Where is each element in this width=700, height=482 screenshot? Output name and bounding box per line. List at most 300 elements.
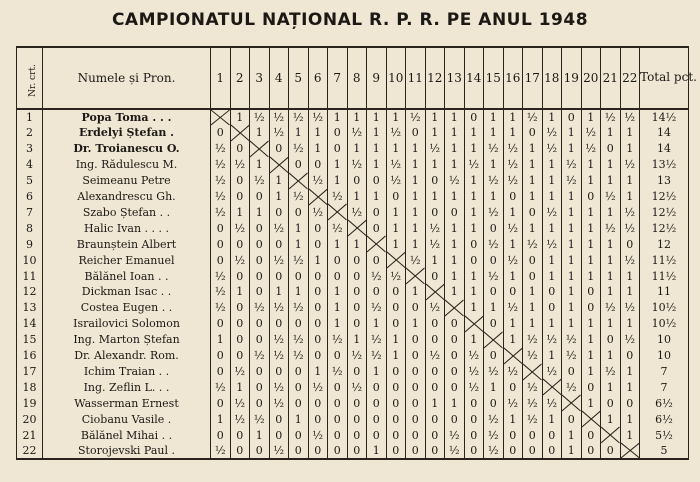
player-row bbox=[17, 316, 689, 332]
player-total: 10 bbox=[640, 348, 689, 364]
result-cell: 0 bbox=[250, 379, 270, 395]
round-header: 21 bbox=[601, 47, 621, 109]
result-cell: ½ bbox=[445, 173, 465, 189]
result-cell: 0 bbox=[406, 348, 426, 364]
result-cell: 0 bbox=[542, 443, 562, 459]
result-cell: 1 bbox=[523, 316, 543, 332]
self-cell bbox=[425, 284, 445, 300]
result-cell: 0 bbox=[406, 427, 426, 443]
result-cell: ½ bbox=[542, 395, 562, 411]
result-cell: 0 bbox=[347, 300, 367, 316]
player-total: 7 bbox=[640, 364, 689, 380]
player-name: Popa Toma . . . bbox=[43, 109, 211, 125]
cross-mark-icon bbox=[621, 443, 640, 458]
result-cell: 0 bbox=[386, 411, 406, 427]
result-cell: 1 bbox=[230, 204, 250, 220]
result-cell: 1 bbox=[581, 173, 601, 189]
result-cell: 0 bbox=[269, 411, 289, 427]
result-cell: 1 bbox=[464, 268, 484, 284]
result-cell: 0 bbox=[464, 109, 484, 125]
result-cell: 1 bbox=[464, 141, 484, 157]
result-cell: 0 bbox=[308, 316, 328, 332]
cross-mark-icon bbox=[484, 332, 503, 348]
result-cell: 0 bbox=[347, 268, 367, 284]
result-cell: 1 bbox=[406, 204, 426, 220]
result-cell: ½ bbox=[503, 252, 523, 268]
result-cell: 1 bbox=[464, 173, 484, 189]
result-cell: 1 bbox=[581, 109, 601, 125]
player-row bbox=[17, 427, 689, 443]
result-cell: ½ bbox=[562, 379, 582, 395]
result-cell: 0 bbox=[425, 332, 445, 348]
result-cell: 1 bbox=[367, 157, 387, 173]
result-cell: ½ bbox=[269, 443, 289, 459]
result-cell: 0 bbox=[406, 364, 426, 380]
result-cell: 0 bbox=[503, 443, 523, 459]
player-name: Ing. Marton Ștefan bbox=[43, 332, 211, 348]
result-cell: 1 bbox=[386, 236, 406, 252]
result-cell: 0 bbox=[542, 427, 562, 443]
player-total: 6½ bbox=[640, 395, 689, 411]
result-cell: 0 bbox=[230, 316, 250, 332]
player-total: 11 bbox=[640, 284, 689, 300]
cross-mark-icon bbox=[601, 427, 620, 443]
result-cell: 0 bbox=[211, 395, 231, 411]
result-cell: ½ bbox=[406, 252, 426, 268]
self-cell bbox=[406, 268, 426, 284]
self-cell bbox=[503, 348, 523, 364]
result-cell: ½ bbox=[211, 268, 231, 284]
player-name: Ing. Rădulescu M. bbox=[43, 157, 211, 173]
result-cell: 1 bbox=[406, 316, 426, 332]
player-total: 11½ bbox=[640, 252, 689, 268]
result-cell: ½ bbox=[250, 411, 270, 427]
result-cell: 1 bbox=[464, 125, 484, 141]
result-cell: ½ bbox=[425, 141, 445, 157]
result-cell: 0 bbox=[269, 427, 289, 443]
result-cell: 0 bbox=[484, 220, 504, 236]
result-cell: 1 bbox=[308, 141, 328, 157]
result-cell: ½ bbox=[503, 395, 523, 411]
player-total: 12½ bbox=[640, 220, 689, 236]
result-cell: 1 bbox=[289, 411, 309, 427]
result-cell: 0 bbox=[367, 220, 387, 236]
result-cell: 1 bbox=[601, 316, 621, 332]
result-cell: 0 bbox=[347, 364, 367, 380]
result-cell: ½ bbox=[620, 332, 640, 348]
result-cell: 1 bbox=[503, 125, 523, 141]
result-cell: 1 bbox=[542, 109, 562, 125]
result-cell: ½ bbox=[269, 300, 289, 316]
result-cell: 1 bbox=[250, 427, 270, 443]
result-cell: ½ bbox=[542, 204, 562, 220]
result-cell: ½ bbox=[620, 157, 640, 173]
round-header: 4 bbox=[269, 47, 289, 109]
player-row bbox=[17, 204, 689, 220]
result-cell: 0 bbox=[289, 395, 309, 411]
result-cell: 0 bbox=[328, 411, 348, 427]
result-cell: 1 bbox=[581, 220, 601, 236]
player-row bbox=[17, 348, 689, 364]
result-cell: ½ bbox=[347, 125, 367, 141]
result-cell: 1 bbox=[328, 173, 348, 189]
result-cell: 1 bbox=[484, 189, 504, 205]
result-cell: ½ bbox=[347, 379, 367, 395]
result-cell: 1 bbox=[581, 204, 601, 220]
self-cell bbox=[289, 173, 309, 189]
result-cell: ½ bbox=[562, 348, 582, 364]
result-cell: 0 bbox=[328, 443, 348, 459]
player-name: Dickman Isac . . bbox=[43, 284, 211, 300]
result-cell: ½ bbox=[503, 300, 523, 316]
result-cell: 0 bbox=[445, 364, 465, 380]
result-cell: 0 bbox=[581, 443, 601, 459]
result-cell: ½ bbox=[445, 443, 465, 459]
result-cell: 0 bbox=[484, 284, 504, 300]
cross-mark-icon bbox=[231, 125, 250, 141]
result-cell: 0 bbox=[464, 427, 484, 443]
result-cell: 1 bbox=[581, 364, 601, 380]
result-cell: ½ bbox=[425, 348, 445, 364]
result-cell: 0 bbox=[601, 443, 621, 459]
result-cell: ½ bbox=[367, 348, 387, 364]
result-cell: 1 bbox=[523, 157, 543, 173]
result-cell: 1 bbox=[562, 252, 582, 268]
result-cell: 1 bbox=[601, 252, 621, 268]
player-total: 12 bbox=[640, 236, 689, 252]
result-cell: 1 bbox=[386, 220, 406, 236]
player-number: 6 bbox=[17, 189, 43, 205]
result-cell: 1 bbox=[250, 204, 270, 220]
result-cell: 0 bbox=[581, 300, 601, 316]
nr-header: Nr. crt. bbox=[17, 47, 43, 109]
result-cell: 1 bbox=[620, 189, 640, 205]
player-total: 10½ bbox=[640, 300, 689, 316]
result-cell: 0 bbox=[230, 443, 250, 459]
result-cell: 0 bbox=[211, 236, 231, 252]
result-cell: 1 bbox=[425, 189, 445, 205]
result-cell: 0 bbox=[445, 332, 465, 348]
result-cell: 1 bbox=[250, 125, 270, 141]
result-cell: 0 bbox=[308, 443, 328, 459]
result-cell: 1 bbox=[445, 189, 465, 205]
result-cell: 0 bbox=[230, 173, 250, 189]
result-cell: 1 bbox=[601, 348, 621, 364]
round-header: 10 bbox=[386, 47, 406, 109]
result-cell: ½ bbox=[367, 268, 387, 284]
player-name: Wasserman Ernest bbox=[43, 395, 211, 411]
result-cell: ½ bbox=[581, 125, 601, 141]
cross-mark-icon bbox=[289, 173, 308, 189]
result-cell: 1 bbox=[620, 411, 640, 427]
player-number: 11 bbox=[17, 268, 43, 284]
result-cell: ½ bbox=[211, 284, 231, 300]
result-cell: 0 bbox=[308, 220, 328, 236]
result-cell: 0 bbox=[445, 379, 465, 395]
result-cell: ½ bbox=[542, 236, 562, 252]
result-cell: 1 bbox=[347, 109, 367, 125]
player-number: 5 bbox=[17, 173, 43, 189]
round-header: 2 bbox=[230, 47, 250, 109]
result-cell: 0 bbox=[601, 332, 621, 348]
result-cell: ½ bbox=[230, 411, 250, 427]
result-cell: ½ bbox=[211, 300, 231, 316]
player-name: Israilovici Solomon bbox=[43, 316, 211, 332]
result-cell: ½ bbox=[211, 141, 231, 157]
player-number: 17 bbox=[17, 364, 43, 380]
result-cell: 0 bbox=[230, 268, 250, 284]
result-cell: 0 bbox=[523, 268, 543, 284]
result-cell: 0 bbox=[230, 300, 250, 316]
result-cell: 0 bbox=[269, 364, 289, 380]
round-header: 1 bbox=[211, 47, 231, 109]
player-row bbox=[17, 173, 689, 189]
result-cell: 1 bbox=[601, 411, 621, 427]
cross-mark-icon bbox=[523, 364, 542, 380]
result-cell: 0 bbox=[503, 284, 523, 300]
player-total: 14 bbox=[640, 141, 689, 157]
player-row bbox=[17, 220, 689, 236]
player-row bbox=[17, 364, 689, 380]
result-cell: 0 bbox=[367, 427, 387, 443]
player-total: 10½ bbox=[640, 316, 689, 332]
result-cell: 1 bbox=[425, 125, 445, 141]
result-cell: 0 bbox=[250, 443, 270, 459]
result-cell: 1 bbox=[581, 268, 601, 284]
result-cell: 1 bbox=[406, 284, 426, 300]
result-cell: ½ bbox=[230, 252, 250, 268]
result-cell: 1 bbox=[406, 141, 426, 157]
result-cell: 1 bbox=[581, 236, 601, 252]
result-cell: 1 bbox=[445, 220, 465, 236]
result-cell: ½ bbox=[562, 173, 582, 189]
result-cell: 0 bbox=[581, 427, 601, 443]
result-cell: 1 bbox=[562, 204, 582, 220]
result-cell: ½ bbox=[601, 189, 621, 205]
player-row bbox=[17, 157, 689, 173]
result-cell: 1 bbox=[211, 411, 231, 427]
cross-mark-icon bbox=[309, 189, 328, 205]
result-cell: ½ bbox=[211, 443, 231, 459]
result-cell: 0 bbox=[211, 220, 231, 236]
player-name: Dr. Alexandr. Rom. bbox=[43, 348, 211, 364]
player-row bbox=[17, 395, 689, 411]
result-cell: 0 bbox=[523, 252, 543, 268]
result-cell: 1 bbox=[308, 364, 328, 380]
result-cell: ½ bbox=[601, 364, 621, 380]
result-cell: ½ bbox=[289, 189, 309, 205]
result-cell: 0 bbox=[386, 395, 406, 411]
result-cell: 0 bbox=[250, 284, 270, 300]
result-cell: 1 bbox=[620, 379, 640, 395]
result-cell: 1 bbox=[542, 157, 562, 173]
result-cell: 1 bbox=[425, 252, 445, 268]
result-cell: 1 bbox=[523, 173, 543, 189]
result-cell: 1 bbox=[464, 300, 484, 316]
result-cell: 0 bbox=[250, 189, 270, 205]
result-cell: 0 bbox=[308, 348, 328, 364]
result-cell: 0 bbox=[464, 443, 484, 459]
player-row bbox=[17, 411, 689, 427]
result-cell: ½ bbox=[484, 268, 504, 284]
result-cell: 0 bbox=[347, 316, 367, 332]
round-header: 22 bbox=[620, 47, 640, 109]
result-cell: 0 bbox=[542, 284, 562, 300]
result-cell: 0 bbox=[289, 443, 309, 459]
result-cell: ½ bbox=[523, 109, 543, 125]
result-cell: 0 bbox=[230, 236, 250, 252]
result-cell: ½ bbox=[347, 348, 367, 364]
result-cell: 0 bbox=[289, 379, 309, 395]
result-cell: ½ bbox=[484, 236, 504, 252]
result-cell: 1 bbox=[503, 109, 523, 125]
result-cell: 0 bbox=[425, 204, 445, 220]
cross-mark-icon bbox=[211, 110, 230, 125]
result-cell: 1 bbox=[542, 252, 562, 268]
result-cell: 1 bbox=[230, 109, 250, 125]
result-cell: 0 bbox=[484, 348, 504, 364]
result-cell: 1 bbox=[230, 379, 250, 395]
result-cell: ½ bbox=[523, 411, 543, 427]
result-cell: 0 bbox=[269, 236, 289, 252]
result-cell: ½ bbox=[211, 173, 231, 189]
result-cell: 1 bbox=[484, 300, 504, 316]
result-cell: 0 bbox=[250, 252, 270, 268]
result-cell: 1 bbox=[269, 173, 289, 189]
result-cell: 0 bbox=[406, 443, 426, 459]
result-cell: 0 bbox=[601, 395, 621, 411]
result-cell: 1 bbox=[367, 316, 387, 332]
result-cell: 1 bbox=[523, 189, 543, 205]
result-cell: 0 bbox=[269, 316, 289, 332]
result-cell: ½ bbox=[503, 173, 523, 189]
round-header: 7 bbox=[328, 47, 348, 109]
round-header: 12 bbox=[425, 47, 445, 109]
result-cell: 1 bbox=[503, 236, 523, 252]
result-cell: ½ bbox=[289, 332, 309, 348]
result-cell: 0 bbox=[406, 125, 426, 141]
result-cell: 0 bbox=[269, 268, 289, 284]
result-cell: ½ bbox=[269, 109, 289, 125]
result-cell: 0 bbox=[620, 236, 640, 252]
result-cell: ½ bbox=[445, 427, 465, 443]
result-cell: ½ bbox=[484, 411, 504, 427]
result-cell: 1 bbox=[562, 443, 582, 459]
result-cell: 0 bbox=[464, 236, 484, 252]
result-cell: ½ bbox=[386, 157, 406, 173]
result-cell: ½ bbox=[523, 332, 543, 348]
player-name: Seimeanu Petre bbox=[43, 173, 211, 189]
result-cell: ½ bbox=[269, 348, 289, 364]
result-cell: 1 bbox=[523, 220, 543, 236]
player-name: Szabo Ștefan . . bbox=[43, 204, 211, 220]
result-cell: 1 bbox=[406, 173, 426, 189]
player-name: Alexandrescu Gh. bbox=[43, 189, 211, 205]
result-cell: 1 bbox=[581, 395, 601, 411]
player-name: Bălănel Ioan . . bbox=[43, 268, 211, 284]
result-cell: 1 bbox=[250, 157, 270, 173]
self-cell bbox=[367, 236, 387, 252]
result-cell: 0 bbox=[464, 411, 484, 427]
result-cell: 0 bbox=[347, 252, 367, 268]
result-cell: 1 bbox=[562, 316, 582, 332]
result-cell: 1 bbox=[562, 236, 582, 252]
result-cell: 0 bbox=[386, 300, 406, 316]
result-cell: 0 bbox=[425, 268, 445, 284]
result-cell: ½ bbox=[367, 300, 387, 316]
result-cell: 1 bbox=[484, 379, 504, 395]
result-cell: ½ bbox=[562, 157, 582, 173]
player-number: 14 bbox=[17, 316, 43, 332]
result-cell: ½ bbox=[230, 157, 250, 173]
result-cell: ½ bbox=[581, 141, 601, 157]
result-cell: 0 bbox=[308, 332, 328, 348]
player-name: Erdelyi Ștefan . bbox=[43, 125, 211, 141]
result-cell: 0 bbox=[425, 427, 445, 443]
result-cell: ½ bbox=[211, 379, 231, 395]
result-cell: 1 bbox=[542, 189, 562, 205]
player-number: 21 bbox=[17, 427, 43, 443]
cross-mark-icon bbox=[406, 268, 425, 284]
result-cell: 1 bbox=[464, 189, 484, 205]
result-cell: ½ bbox=[347, 157, 367, 173]
player-row bbox=[17, 125, 689, 141]
result-cell: 1 bbox=[367, 125, 387, 141]
result-cell: ½ bbox=[250, 173, 270, 189]
result-cell: ½ bbox=[425, 236, 445, 252]
player-number: 20 bbox=[17, 411, 43, 427]
self-cell bbox=[347, 220, 367, 236]
self-cell bbox=[230, 125, 250, 141]
result-cell: 0 bbox=[484, 395, 504, 411]
result-cell: 0 bbox=[347, 443, 367, 459]
result-cell: 0 bbox=[523, 204, 543, 220]
result-cell: 0 bbox=[289, 268, 309, 284]
result-cell: 0 bbox=[250, 268, 270, 284]
player-name: Braunștein Albert bbox=[43, 236, 211, 252]
result-cell: 1 bbox=[581, 348, 601, 364]
result-cell: 0 bbox=[328, 348, 348, 364]
result-cell: ½ bbox=[523, 236, 543, 252]
result-cell: 1 bbox=[328, 236, 348, 252]
result-cell: ½ bbox=[464, 157, 484, 173]
result-cell: ½ bbox=[367, 332, 387, 348]
round-header: 17 bbox=[523, 47, 543, 109]
result-cell: 1 bbox=[620, 141, 640, 157]
result-cell: 1 bbox=[308, 125, 328, 141]
result-cell: 1 bbox=[445, 252, 465, 268]
result-cell: 1 bbox=[445, 236, 465, 252]
result-cell: 1 bbox=[445, 141, 465, 157]
self-cell bbox=[620, 443, 640, 459]
result-cell: ½ bbox=[620, 252, 640, 268]
result-cell: 1 bbox=[542, 268, 562, 284]
result-cell: 0 bbox=[620, 348, 640, 364]
result-cell: 0 bbox=[347, 284, 367, 300]
result-cell: ½ bbox=[620, 204, 640, 220]
result-cell: ½ bbox=[269, 125, 289, 141]
crosstable bbox=[16, 46, 697, 460]
result-cell: 0 bbox=[250, 220, 270, 236]
result-cell: 0 bbox=[386, 443, 406, 459]
result-cell: 1 bbox=[386, 348, 406, 364]
result-cell: 1 bbox=[484, 109, 504, 125]
player-row bbox=[17, 300, 689, 316]
result-cell: 0 bbox=[250, 364, 270, 380]
result-cell: ½ bbox=[347, 204, 367, 220]
result-cell: ½ bbox=[542, 364, 562, 380]
result-cell: 0 bbox=[347, 411, 367, 427]
